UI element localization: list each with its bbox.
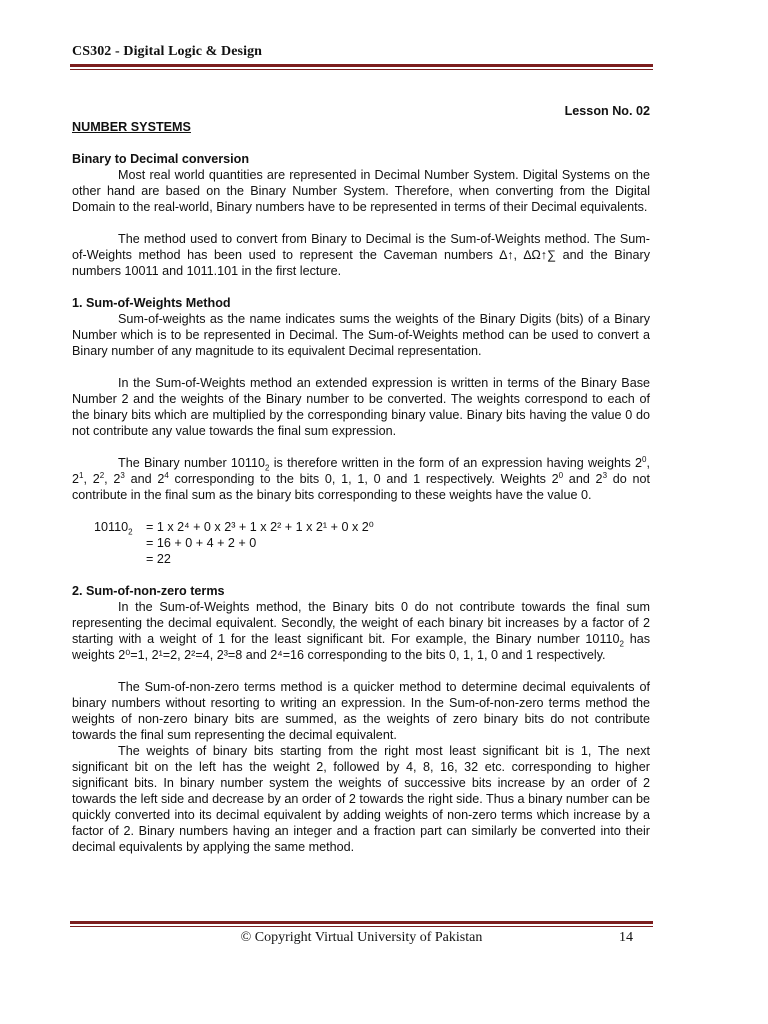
paragraph: The Sum-of-non-zero terms method is a quicker method to determine decimal equivalents of binary numbers without resorting to writing an expression. In the Sum-of-non-zero terms method the weights of non-zero binary bits are summed, as the weights of zero binary bits do not contribute towards the final sum representing the decimal equivalent. xyxy=(72,680,650,742)
document-body xyxy=(72,103,650,855)
equation-block xyxy=(72,519,650,567)
paragraph: The weights of binary bits starting from the right most least significant bit is 1, The next significant bit on the left has the weight 2, followed by 4, 8, 16, 32 etc. corresponding to higher significant bits. In binary number system the weights of successive bits increase by an order of 2 towards the left side and decrease by an order of 2 towards the right side. Thus a binary number can be quickly converted into its decimal equivalent by adding weights of non-zero terms which increase by a factor of 2. Binary numbers having an integer and a fraction part can similarly be converted into their decimal equivalents by applying the same method. xyxy=(72,744,650,854)
lesson-label: Lesson No. 02 xyxy=(564,104,650,118)
paragraph-weights: The Binary number $10110_2$ is therefore written in the form of an expression having weights $2^0$, $2^1$, $2^2$, $2^3$ and $2^4$ corresponding to the bits 0, 1, 1, 0 and 1 respectively. Weights $2^0$ and $2^3$ do not contribute in the final sum as the binary bits corresponding to these weights have the value 0. xyxy=(72,454,650,502)
equation-line: = 16 + 0 + 4 + 2 + 0 xyxy=(146,536,257,550)
subsection-heading-sum-of-weights: 1. Sum-of-Weights Method xyxy=(72,296,231,310)
section-title: NUMBER SYSTEMS xyxy=(72,120,191,134)
copyright-text: © Copyright Virtual University of Pakistan xyxy=(240,930,483,945)
paragraph: In the Sum-of-Weights method, the Binary bits 0 do not contribute towards the final sum representing the decimal equivalent. Secondly, the weight of each binary bit increases by a factor of 2 starting with a weight of 1 for the least significant bit. For example, the Binary number $10110_2$ has weights 2⁰=1, 2¹=2, 2²=4, 2³=8 and 2⁴=16 corresponding to the bits 0, 1, 1, 0 and 1 respectively. xyxy=(72,600,650,662)
paragraph: The method used to convert from Binary to Decimal is the Sum-of-Weights method. The Sum-of-Weights method has been used to represent the Caveman numbers ∆↑, ∆Ω↑∑ and the Binary numbers 10011 and 1011.101 in the first lecture. xyxy=(72,232,650,278)
equation-line: = 1 x 2⁴ + 0 x 2³ + 1 x 2² + 1 x 2¹ + 0 x 2⁰ xyxy=(146,520,374,534)
footer-rule-thin xyxy=(70,926,653,927)
course-title: CS302 - Digital Logic & Design xyxy=(72,44,263,59)
equation-lhs: $10110_2$ xyxy=(94,520,133,537)
header-rule-thick xyxy=(70,64,653,67)
header-rule-thin xyxy=(70,69,653,70)
paragraph: Sum-of-weights as the name indicates sums the weights of the Binary Digits (bits) of a Binary Number which is to be represented in Decimal. The Sum-of-Weights method can be used to convert a Binary number of any magnitude to its equivalent Decimal representation. xyxy=(72,312,650,358)
equation-line: = 22 xyxy=(146,552,171,566)
page-number: 14 xyxy=(619,930,633,945)
paragraph: Most real world quantities are represented in Decimal Number System. Digital Systems on the other hand are based on the Binary Number System. Therefore, when converting from the Digital Domain to the real-world, Binary numbers have to be represented in terms of their Decimal equivalents. xyxy=(72,168,650,214)
subsection-heading-sum-nonzero: 2. Sum-of-non-zero terms xyxy=(72,584,225,598)
paragraph: In the Sum-of-Weights method an extended expression is written in terms of the Binary Base Number 2 and the weights of the Binary number to be converted. The weights correspond to each of the binary bits which are multiplied by the corresponding binary value. Binary bits having the value 0 do not contribute any value towards the final sum expression. xyxy=(72,376,650,438)
footer xyxy=(70,930,653,948)
footer-rule-thick xyxy=(70,921,653,924)
subsection-heading-binary-to-decimal: Binary to Decimal conversion xyxy=(72,152,250,166)
